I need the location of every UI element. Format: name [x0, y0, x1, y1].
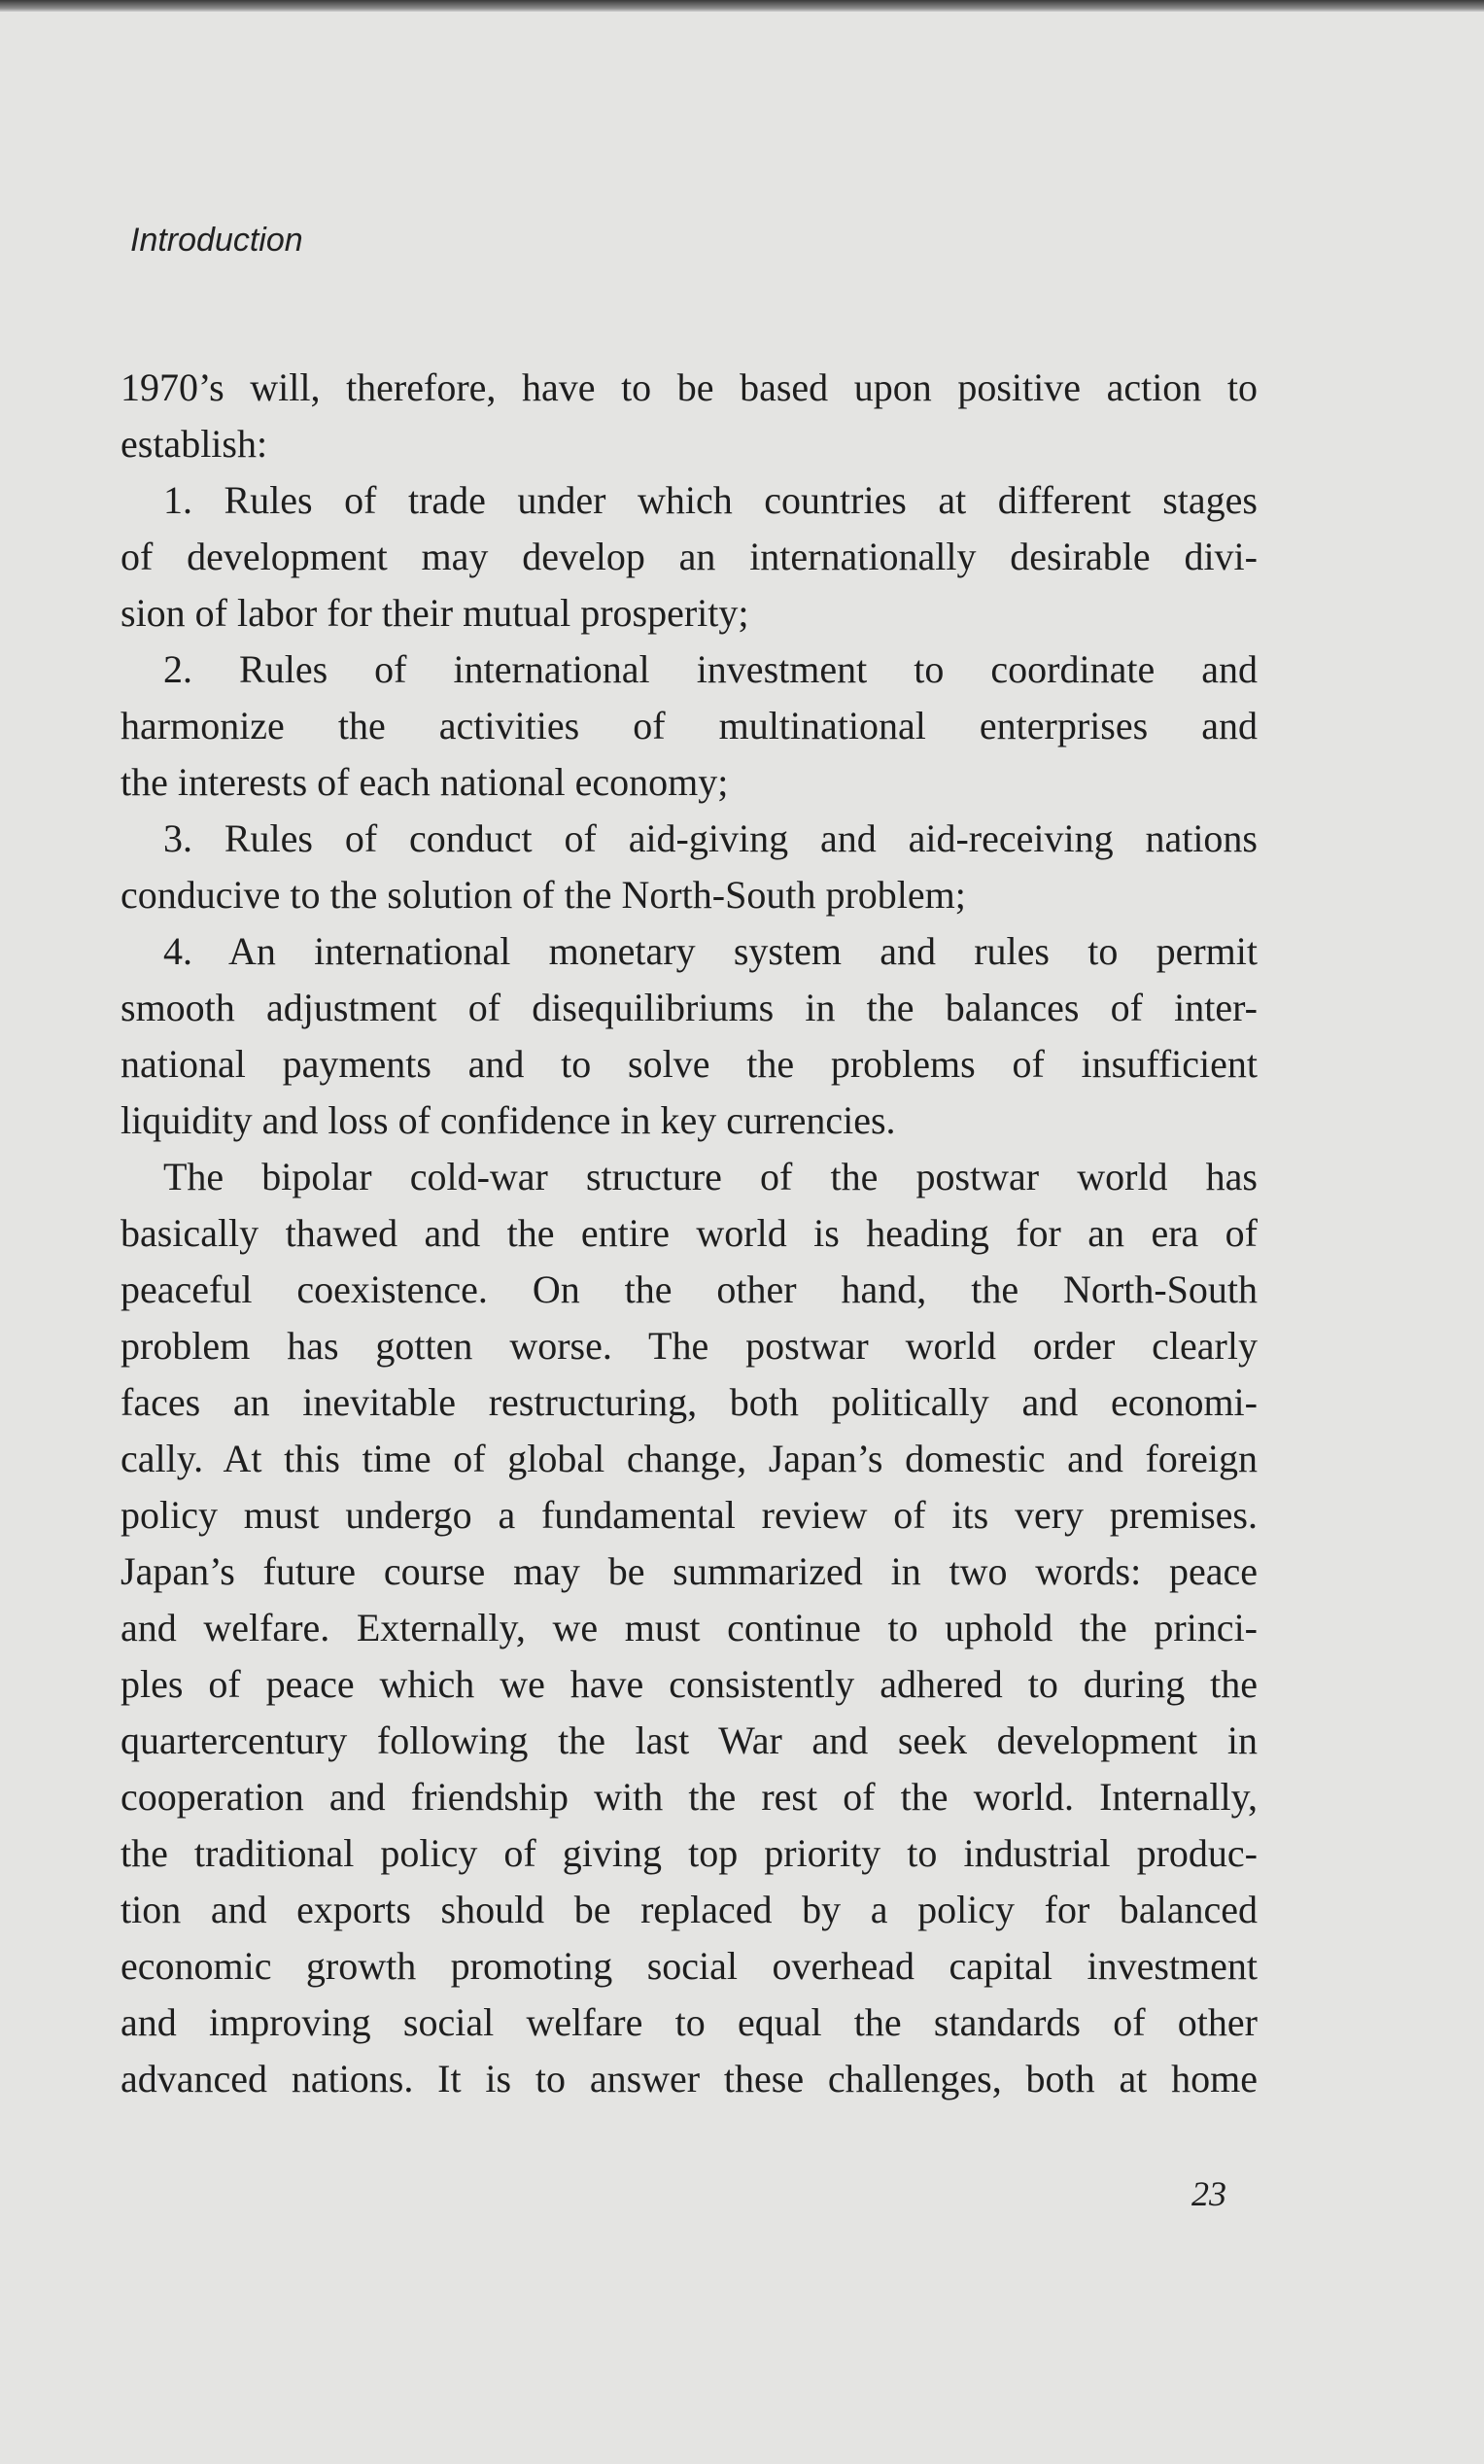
text-line: problem has gotten worse. The postwar world order clearly: [121, 1324, 1258, 1368]
text-line: cooperation and friendship with the rest of the world. Internally,: [121, 1775, 1258, 1819]
text-line: quartercentury following the last War and seek development in: [121, 1718, 1258, 1762]
text-line: cally. At this time of global change, Japan’s domestic and foreign: [121, 1437, 1258, 1480]
text-line: 1. Rules of trade under which countries at different stages: [163, 478, 1258, 522]
text-line: policy must undergo a fundamental review of its very premises.: [121, 1493, 1258, 1537]
text-line: national payments and to solve the problems of insufficient: [121, 1042, 1258, 1086]
text-line: the interests of each national economy;: [121, 760, 729, 804]
text-line: sion of labor for their mutual prosperity;: [121, 591, 749, 635]
text-line: conducive to the solution of the North-South problem;: [121, 873, 966, 917]
text-line: advanced nations. It is to answer these challenges, both at home: [121, 2057, 1258, 2100]
text-line: basically thawed and the entire world is heading for an era of: [121, 1211, 1258, 1255]
text-line: and improving social welfare to equal the standards of other: [121, 2000, 1258, 2044]
text-line: establish:: [121, 422, 268, 466]
text-line: harmonize the activities of multinational enterprises and: [121, 704, 1258, 747]
text-line: peaceful coexistence. On the other hand, the North-South: [121, 1267, 1258, 1311]
text-line: of development may develop an internationally desirable divi-: [121, 535, 1258, 578]
running-header: Introduction: [130, 222, 303, 259]
text-line: liquidity and loss of confidence in key currencies.: [121, 1098, 896, 1142]
text-line: faces an inevitable restructuring, both politically and economi-: [121, 1380, 1258, 1424]
text-line: and welfare. Externally, we must continue to uphold the princi-: [121, 1606, 1258, 1649]
text-line: The bipolar cold-war structure of the postwar world has: [163, 1155, 1258, 1198]
text-line: Japan’s future course may be summarized in two words: peace: [121, 1549, 1258, 1593]
text-line: the traditional policy of giving top priority to industrial produc-: [121, 1831, 1258, 1875]
text-line: 4. An international monetary system and rules to permit: [163, 929, 1258, 973]
text-line: economic growth promoting social overhead capital investment: [121, 1944, 1258, 1988]
text-line: 3. Rules of conduct of aid-giving and aid-receiving nations: [163, 816, 1258, 860]
text-line: 1970’s will, therefore, have to be based upon positive action to: [121, 365, 1258, 409]
page-number: 23: [1191, 2174, 1226, 2213]
text-line: tion and exports should be replaced by a policy for balanced: [121, 1888, 1258, 1931]
body-text: [121, 360, 1258, 2107]
scan-edge: [0, 0, 1484, 12]
text-line: smooth adjustment of disequilibriums in the balances of inter-: [121, 986, 1258, 1029]
text-line: 2. Rules of international investment to coordinate and: [163, 647, 1258, 691]
text-line: ples of peace which we have consistently adhered to during the: [121, 1662, 1258, 1706]
